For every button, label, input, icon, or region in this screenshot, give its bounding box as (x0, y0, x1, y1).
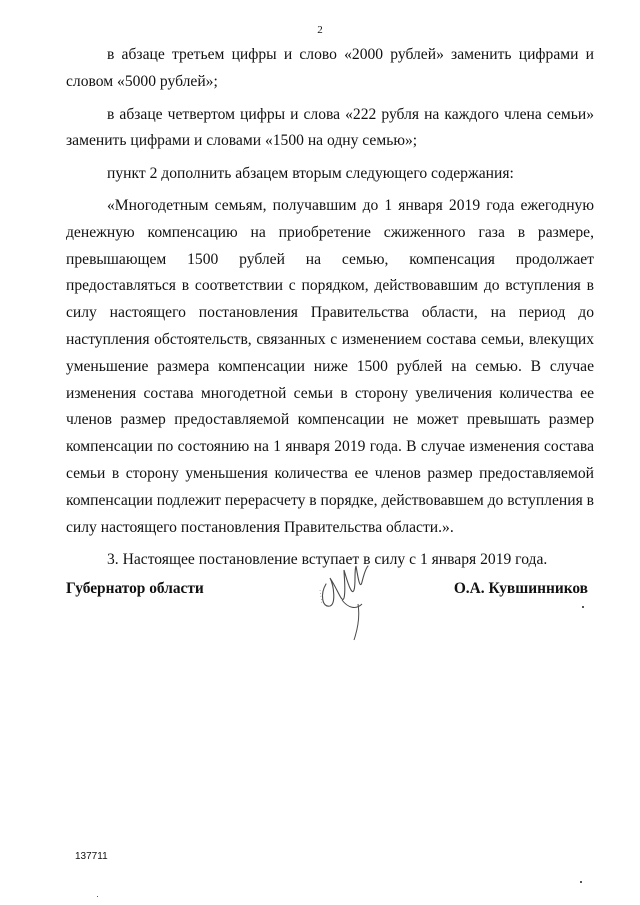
signatory-position: Губернатор области (66, 580, 204, 597)
page-number: 2 (317, 24, 323, 36)
scan-speck (582, 606, 584, 608)
signatory-name: О.А. Кувшинников (453, 580, 588, 597)
document-body (66, 38, 594, 574)
paragraph-point-2: пункт 2 дополнить абзацем вторым следующего содержания: (107, 165, 514, 183)
scan-speck (97, 896, 98, 897)
document-code: 137711 (75, 851, 108, 862)
paragraph-amend-fourth: в абзаце четвертом цифры и слова «222 рубля на каждого члена семьи» заменить цифрами и словами «1500 на одну семью»; (66, 105, 594, 150)
signature-block (66, 580, 594, 650)
paragraph-quoted-text: «Многодетным семьям, получавшим до 1 января 2019 года ежегодную денежную компенсацию на приобретение сжиженного газа в размере, превышающем 1500 рублей на семью, компенсация продолжает предоставляться в соответствии с порядком, действовавшим до вступления в силу настоящего постановления Правительства области, на период до наступления обстоятельств, связанных с изменением состава семьи, влекущих уменьшение размера компенсации ниже 1500 рублей на семью. В случае изменения состава многодетной семьи в сторону увеличения количества ее членов размер предоставляемой компенсации не может превышать размер компенсации по состоянию на 1 января 2019 года. В случае изменения состава семьи в сторону уменьшения количества ее членов размер предоставляемой компенсации подлежит перерасчету в порядке, действовавшем до вступления в силу настоящего постановления Правительства области.». (66, 196, 595, 536)
handwritten-signature (314, 560, 394, 650)
paragraph-amend-third: в абзаце третьем цифры и слово «2000 рублей» заменить цифрами и словом «5000 рублей»; (66, 46, 594, 90)
scan-speck (580, 881, 582, 883)
paragraph-effective-date: 3. Настоящее постановление вступает в силу с 1 января 2019 года. (107, 551, 548, 569)
